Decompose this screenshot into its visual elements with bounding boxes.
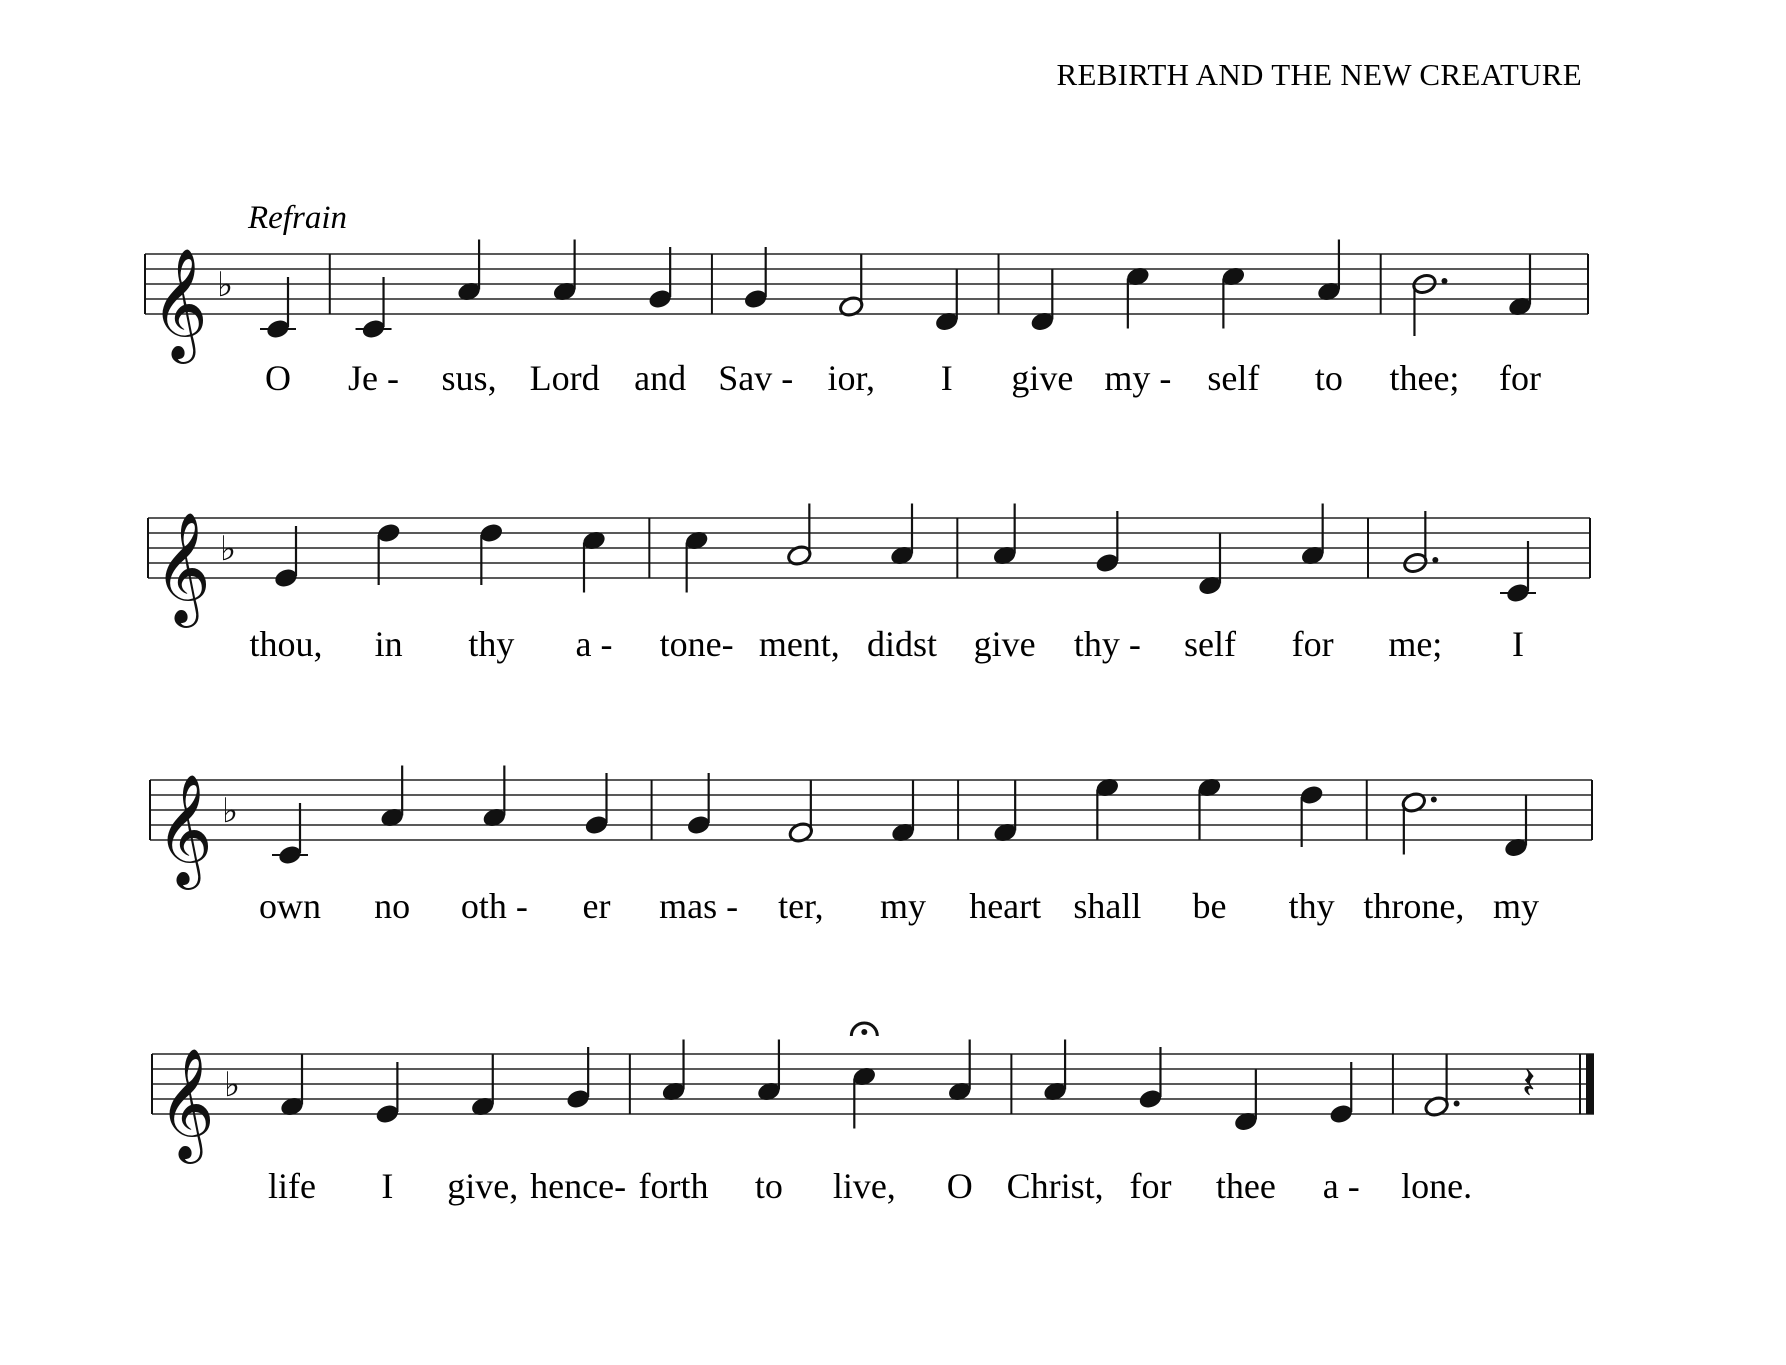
lyric-syllable: live, xyxy=(832,1166,896,1206)
lyric-syllable: a - xyxy=(575,624,613,664)
lyric-syllable: I xyxy=(940,358,953,398)
lyric-syllable: no xyxy=(374,886,411,926)
lyric-syllable: Christ, xyxy=(1006,1166,1104,1206)
lyric-syllable: heart xyxy=(969,886,1042,926)
lyric-syllable: Lord xyxy=(529,358,600,398)
lyric-syllable: and xyxy=(634,358,687,398)
lyric-syllable: sus, xyxy=(441,358,497,398)
lyric-syllable: O xyxy=(265,358,291,398)
augmentation-dot xyxy=(1432,557,1438,563)
lyric-syllable: I xyxy=(1512,624,1524,664)
lyric-syllable: for xyxy=(1499,358,1541,398)
lyric-syllable: give, xyxy=(447,1166,519,1206)
lyric-syllable: ior, xyxy=(827,358,876,398)
lyric-syllable: I xyxy=(381,1166,394,1206)
lyric-syllable: Sav - xyxy=(718,358,794,398)
lyric-syllable: thy xyxy=(468,624,515,664)
lyric-syllable: self xyxy=(1184,624,1236,664)
key-signature-flat: ♭ xyxy=(220,529,237,569)
key-signature-flat: ♭ xyxy=(217,265,234,305)
staff-system xyxy=(145,240,1588,399)
treble-clef: 𝄞 xyxy=(154,511,211,623)
lyric-syllable: shall xyxy=(1073,886,1142,926)
lyric-syllable: oth - xyxy=(460,886,528,926)
lyric-syllable: give xyxy=(1011,358,1074,398)
treble-clef: 𝄞 xyxy=(156,773,213,885)
fermata-dot xyxy=(861,1029,867,1035)
augmentation-dot xyxy=(1454,1101,1460,1107)
lyric-syllable: tone- xyxy=(659,624,734,664)
lyric-syllable: my - xyxy=(1104,358,1172,398)
lyric-syllable: thou, xyxy=(249,624,323,664)
lyric-syllable: my xyxy=(879,886,927,926)
lyric-syllable: life xyxy=(268,1166,316,1206)
key-signature-flat: ♭ xyxy=(224,1065,241,1105)
lyric-syllable: hence- xyxy=(530,1166,627,1206)
staff-system xyxy=(152,1023,1594,1206)
staff-system xyxy=(150,766,1592,927)
lyric-syllable: mas - xyxy=(659,886,739,926)
lyric-syllable: ment, xyxy=(758,624,840,664)
staff-system xyxy=(148,504,1590,665)
lyric-syllable: self xyxy=(1207,358,1260,398)
lyric-syllable: O xyxy=(946,1166,973,1206)
lyric-syllable: didst xyxy=(866,624,938,664)
lyric-syllable: er xyxy=(582,886,611,926)
lyric-syllable: own xyxy=(259,886,321,926)
section-header: REBIRTH AND THE NEW CREATURE xyxy=(1056,57,1582,92)
lyric-syllable: in xyxy=(374,624,403,664)
lyric-syllable: Je - xyxy=(348,358,400,398)
lyric-syllable: give xyxy=(973,624,1036,664)
key-signature-flat: ♭ xyxy=(222,791,239,831)
treble-clef: 𝄞 xyxy=(158,1047,215,1159)
lyric-syllable: thy - xyxy=(1073,624,1141,664)
augmentation-dot xyxy=(1441,278,1447,284)
lyric-syllable: throne, xyxy=(1363,886,1465,926)
quarter-rest: 𝄽 xyxy=(1522,1058,1536,1109)
final-barline-thick xyxy=(1586,1054,1594,1114)
lyric-syllable: for xyxy=(1291,624,1334,664)
lyric-syllable: me; xyxy=(1388,624,1443,664)
lyric-syllable: thee; xyxy=(1389,358,1460,398)
refrain-label: Refrain xyxy=(248,200,347,236)
lyric-syllable: to xyxy=(754,1166,783,1206)
lyric-syllable: lone. xyxy=(1401,1166,1473,1206)
treble-clef: 𝄞 xyxy=(151,247,208,359)
lyric-syllable: my xyxy=(1492,886,1540,926)
lyric-syllable: be xyxy=(1192,886,1227,926)
lyric-syllable: ter, xyxy=(778,886,824,926)
augmentation-dot xyxy=(1431,797,1437,803)
lyric-syllable: to xyxy=(1314,358,1343,398)
lyric-syllable: forth xyxy=(638,1166,709,1206)
music-systems xyxy=(145,240,1594,1207)
lyric-syllable: for xyxy=(1129,1166,1172,1206)
lyric-syllable: a - xyxy=(1322,1166,1360,1206)
lyric-syllable: thy xyxy=(1288,886,1335,926)
lyric-syllable: thee xyxy=(1215,1166,1276,1206)
